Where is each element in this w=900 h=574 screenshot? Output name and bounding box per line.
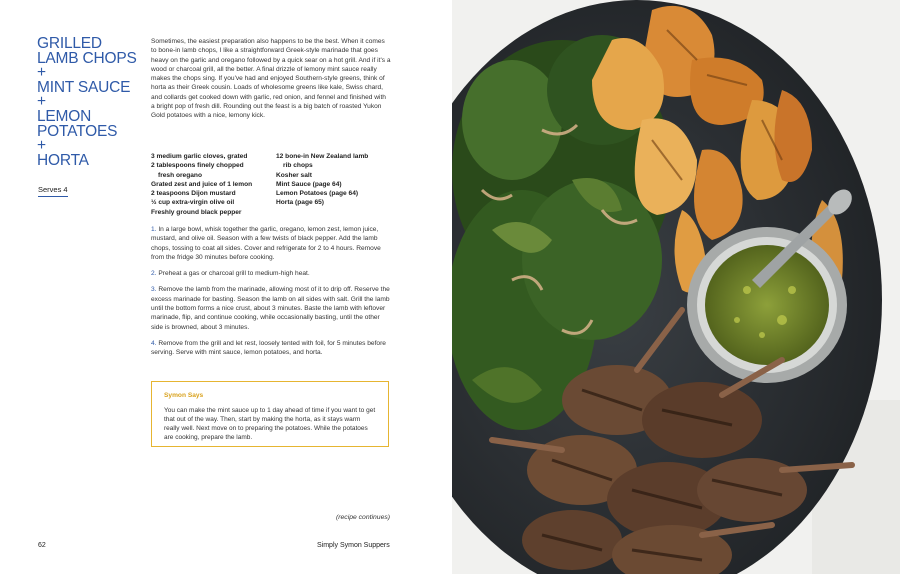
food-photo xyxy=(452,0,900,574)
ingredient-item: 2 tablespoons finely chopped fresh oregano xyxy=(151,162,244,179)
ingredient-item: 12 bone-in New Zealand lamb rib chops xyxy=(276,153,369,170)
title-line: MINT SAUCE xyxy=(37,79,131,96)
ingredient-item: ½ cup extra-virgin olive oil xyxy=(151,199,235,207)
ingredient-item: 2 teaspoons Dijon mustard xyxy=(151,190,236,198)
ingredient-item: 3 medium garlic cloves, grated xyxy=(151,153,248,160)
ingredient-item: Lemon Potatoes (page 64) xyxy=(276,190,359,198)
method-step xyxy=(151,269,393,278)
title-line: LAMB CHOPS xyxy=(37,50,137,67)
step-text: In a large bowl, whisk together the garlic, oregano, lemon zest, lemon juice, mustard, and olive oil. Season with a few twists of black pepper. Add the lamb chops, tossing to coat all sides. Cover and refrigerate for 2 to 4 hours. Remove from the fridge 30 minutes before cooking. xyxy=(151,226,381,261)
step-number: 1. xyxy=(151,226,157,233)
method-step xyxy=(151,285,393,331)
step-text: Remove from the grill and let rest, loosely tented with foil, for 5 minutes before serving. Serve with mint sauce, lemon potatoes, and horta. xyxy=(151,339,386,357)
step-text: Preheat a gas or charcoal grill to medium-high heat. xyxy=(158,270,310,278)
method-steps xyxy=(151,225,393,365)
step-number: 2. xyxy=(151,270,157,278)
serves-label: Serves 4 xyxy=(38,185,68,197)
title-line: GRILLED xyxy=(37,35,102,52)
title-plus: + xyxy=(37,64,46,81)
ingredient-item: Freshly ground black pepper xyxy=(151,208,242,216)
title-line: POTATOES xyxy=(37,123,118,140)
method-step xyxy=(151,225,393,262)
step-number: 4. xyxy=(151,339,157,347)
title-line: LEMON xyxy=(37,108,92,125)
ingredients-list xyxy=(151,152,401,217)
tip-body: You can make the mint sauce up to 1 day ahead of time if you want to get that out of the way. Then, start by making the horta, as it stays warm really well. Next move on to preparing the potatoes. While the potatoes are cooking, prepare the lamb. xyxy=(164,407,376,441)
ingredients-column-1 xyxy=(151,152,276,217)
ingredient-item: Mint Sauce (page 64) xyxy=(276,180,342,188)
ingredient-item: Grated zest and juice of 1 lemon xyxy=(151,180,253,188)
step-text: Remove the lamb from the marinade, allowing most of it to drip off. Reserve the excess marinade for basting. Season the lamb on all sides with salt. Grill the lamb until the bottom forms a nice crust, about 3 minutes. Baste the lamb with leftover marinade, flip, and continue cooking, while occasionally basting, until the other side is browned, about 3 minutes. xyxy=(151,286,390,331)
plate-illustration xyxy=(452,0,900,574)
recipe-title xyxy=(37,36,149,168)
running-head: Simply Symon Suppers xyxy=(317,542,390,549)
recipe-continues-note: (recipe continues) xyxy=(336,514,391,521)
title-plus: + xyxy=(37,93,46,110)
method-step xyxy=(151,339,393,358)
ingredients-column-2 xyxy=(276,152,401,217)
page-number: 62 xyxy=(38,542,46,549)
intro-paragraph: Sometimes, the easiest preparation also happens to be the best. When it comes to bone-in lamb chops, I like a straightforward Greek-style marinade that goes heavy on the garlic and oregano followed by a quick sear on a hot grill. And if it's a wood or charcoal grill, all the better. A final drizzle of lemony mint sauce really makes the chops sing. If you've had and enjoyed Southern-style greens, think of horta as their Greek cousin. Loads of wholesome greens like kale, Swiss chard, and collards get cooked down with garlic, red onion, and fennel and finished with a bright pop of fresh dill. Rounding out the feast is a big batch of roasted Yukon Gold potatoes with a nice, lemony kick. xyxy=(151,38,391,120)
ingredient-item: Horta (page 65) xyxy=(276,199,324,207)
title-plus: + xyxy=(37,137,46,154)
step-number: 3. xyxy=(151,286,157,294)
ingredient-item: Kosher salt xyxy=(276,171,312,179)
title-line: HORTA xyxy=(37,152,89,169)
tip-title: Symon Says xyxy=(164,392,204,399)
symon-says-tip-box xyxy=(151,381,389,447)
